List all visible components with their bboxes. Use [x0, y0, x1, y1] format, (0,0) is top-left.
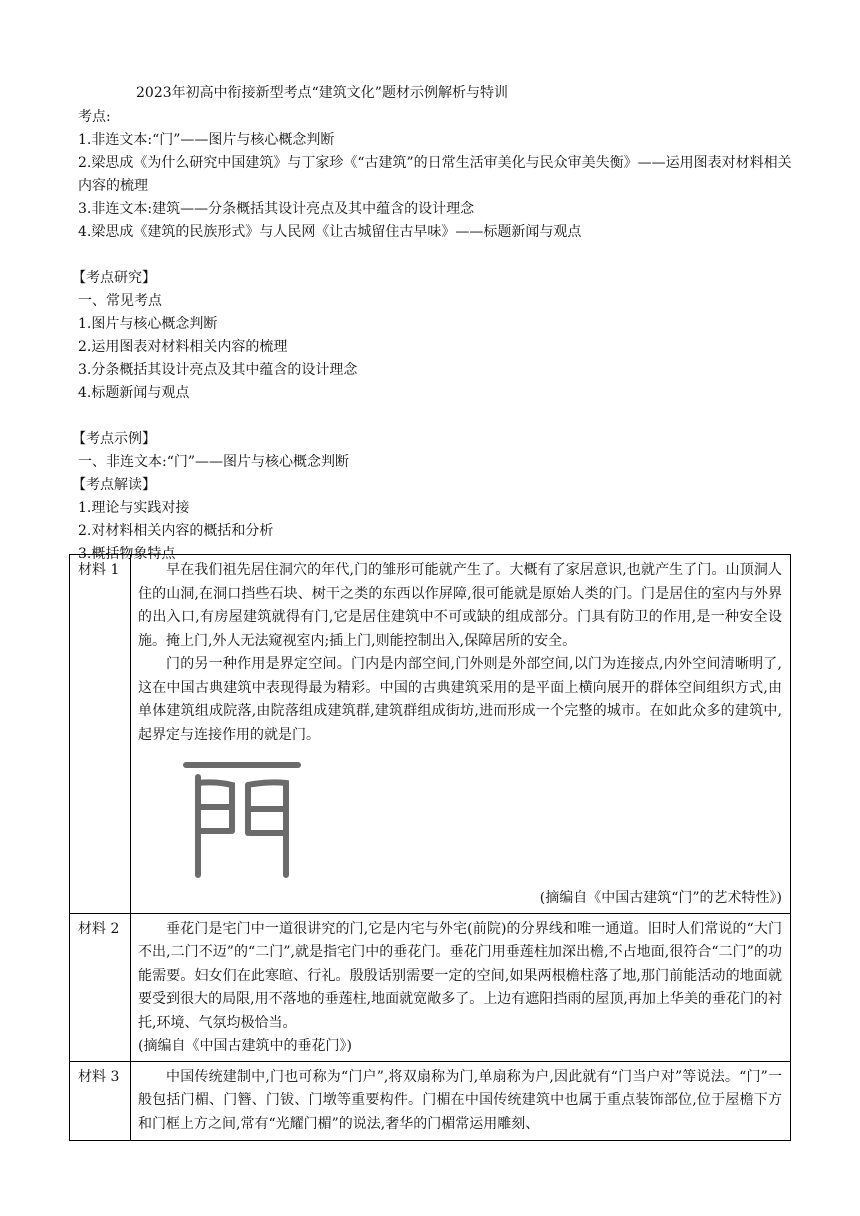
material-source: (摘编自《中国古建筑中的垂花门》): [138, 1038, 352, 1054]
material-label: 材料 1: [70, 555, 131, 914]
exam-points-heading: 考点:: [78, 109, 111, 125]
material-row: [70, 555, 791, 914]
interpretation-heading: 【考点解读】: [72, 477, 156, 493]
interpretation-item: 3.概括物象特点: [78, 546, 176, 562]
example-heading: 【考点示例】: [72, 431, 156, 447]
material-paragraph: 早在我们祖先居住洞穴的年代,门的雏形可能就产生了。大概有了家居意识,也就产生了门。山顶洞人住的山洞,在洞口挡些石块、树干之类的东西以作屏障,很可能就是原始人类的门。门是居住的室内与外界的出入口,有房屋建筑就得有门,它是居住建筑中不可或缺的组成部分。门具有防卫的作用,是一种安全设施。掩上门,外人无法窥视室内;插上门,则能控制出入,保障居所的安全。: [138, 562, 782, 649]
exam-point-item: 1.非连文本:“门”——图片与核心概念判断: [78, 132, 335, 148]
research-item: 4.标题新闻与观点: [78, 385, 190, 401]
material-content: [131, 1061, 791, 1140]
material-content: [131, 555, 791, 914]
research-heading: 【考点研究】: [72, 270, 156, 286]
interpretation-item: 1.理论与实践对接: [78, 500, 190, 516]
material-paragraph: 垂花门是宅门中一道很讲究的门,它是内宅与外宅(前院)的分界线和唯一通道。旧时人们常说的“大门不出,二门不迈”的“二门”,就是指宅门中的垂花门。垂花门用垂莲柱加深出檐,不占地面,很符合“二门”的功能需要。妇女们在此寒暄、行礼。殷殷话别需要一定的空间,如果两根檐柱落了地,那门前能活动的地面就要受到很大的局限,用不落地的垂莲柱,地面就宽敞多了。上边有遮阳挡雨的屋顶,再加上华美的垂花门的衬托,环境、气氛均极恰当。: [138, 920, 782, 1031]
material-label: 材料 2: [70, 913, 131, 1061]
exam-point-item: 4.梁思成《建筑的民族形式》与人民网《让古城留住古早味》——标题新闻与观点: [78, 224, 582, 240]
example-subheading: 一、非连文本:“门”——图片与核心概念判断: [78, 454, 350, 470]
material-paragraph: 门的另一种作用是界定空间。门内是内部空间,门外则是外部空间,以门为连接点,内外空间清晰明了,这在中国古典建筑中表现得最为精彩。中国的古典建筑采用的是平面上横向展开的群体空间组织方式,由单体建筑组成院落,由院落组成建筑群,建筑群组成街坊,进而形成一个完整的城市。在如此众多的建筑中,起界定与连接作用的就是门。: [138, 656, 782, 743]
material-source: (摘编自《中国古建筑“门”的艺术特性》): [539, 890, 782, 906]
interpretation-item: 2.对材料相关内容的概括和分析: [78, 523, 274, 539]
door-glyph-icon: [182, 755, 302, 885]
material-content: [131, 913, 791, 1061]
research-item: 3.分条概括其设计亮点及其中蕴含的设计理念: [78, 362, 358, 378]
research-item: 2.运用图表对材料相关内容的梳理: [78, 339, 288, 355]
material-row: [70, 1061, 791, 1140]
material-paragraph: 中国传统建制中,门也可称为“门户”,将双扇称为门,单扇称为户,因此就有“门当户对”等说法。“门”一般包括门楣、门簪、门钹、门墩等重要构件。门楣在中国传统建筑中也属于重点装饰部位,位于屋檐下方和门框上方之间,常有“光耀门楣”的说法,奢华的门楣常运用雕刻、: [138, 1068, 782, 1132]
exam-point-item: 3.非连文本:建筑——分条概括其设计亮点及其中蕴含的设计理念: [78, 201, 475, 217]
ancient-door-character-image: [182, 755, 302, 885]
document-intro: [72, 106, 798, 566]
material-row: [70, 913, 791, 1061]
document-title: 2023年初高中衔接新型考点“建筑文化”题材示例解析与特训: [136, 85, 508, 101]
materials-table: [69, 554, 791, 1141]
research-subheading: 一、常见考点: [78, 293, 162, 309]
exam-point-item: 2.梁思成《为什么研究中国建筑》与丁家珍《“古建筑”的日常生活审美化与民众审美失衡》——运用图表对材料相关内容的梳理: [78, 155, 792, 194]
research-item: 1.图片与核心概念判断: [78, 316, 218, 332]
material-label: 材料 3: [70, 1061, 131, 1140]
